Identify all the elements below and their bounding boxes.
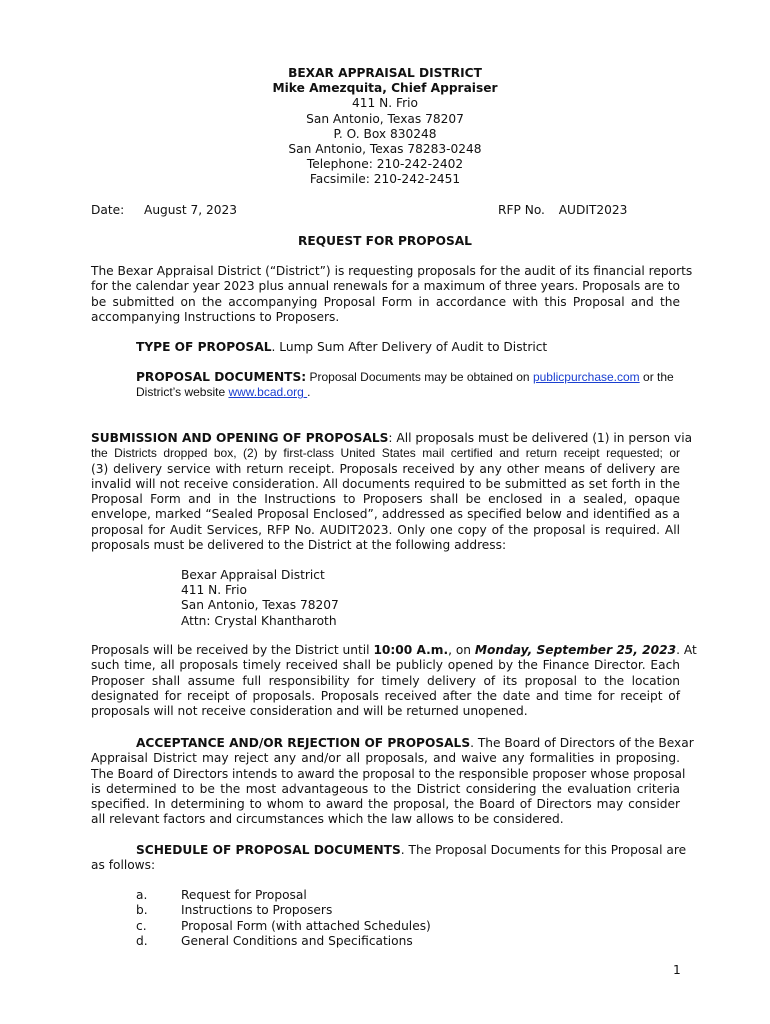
date-line	[91, 203, 237, 218]
list-item-text: General Conditions and Specifications	[181, 933, 413, 948]
acceptance-heading: ACCEPTANCE AND/OR REJECTION OF PROPOSALS	[136, 736, 471, 750]
submission-line: proposals must be delivered to the District at the following address:	[91, 538, 507, 553]
list-item-letter: a.	[136, 888, 148, 902]
intro-line: The Bexar Appraisal District (“District”) is requesting proposals for the audit of its financial reports	[91, 264, 693, 278]
type-text: . Lump Sum After Delivery of Audit to District	[271, 340, 548, 354]
acceptance-text: . The Board of Directors of the Bexar	[470, 736, 694, 750]
acceptance-line: all relevant factors and circumstances which the law allows to be considered.	[91, 812, 564, 827]
type-heading: TYPE OF PROPOSAL	[136, 340, 272, 354]
receipt-date: Monday, September 25, 2023	[474, 643, 677, 657]
documents-text: .	[307, 385, 311, 400]
proposal-documents	[136, 370, 681, 400]
list-item-letter: d.	[136, 933, 148, 948]
receipt-line	[91, 643, 697, 658]
schedule-heading: SCHEDULE OF PROPOSAL DOCUMENTS	[136, 843, 401, 857]
bcad-website-link[interactable]: www.bcad.org	[228, 385, 308, 400]
documents-text: Proposal Documents may be obtained on	[306, 370, 533, 384]
submission-line: the Districts dropped box, (2) by first-class United States mail certified and return receipt requested; or	[91, 446, 680, 461]
letterhead	[0, 66, 770, 188]
acceptance-line: specified. In determining to whom to award the proposal, the Board of Directors may consider	[91, 797, 680, 812]
address-line: San Antonio, Texas 78207	[181, 598, 339, 613]
documents-text: or the	[639, 370, 674, 384]
schedule-paragraph	[91, 843, 687, 874]
intro-paragraph	[91, 264, 693, 325]
submission-line: proposal for Audit Services, RFP No. AUDIT2023. Only one copy of the proposal is required. All	[91, 522, 680, 537]
city-line-1: San Antonio, Texas 78207	[306, 111, 464, 126]
page-number: 1	[673, 963, 681, 977]
delivery-address	[181, 568, 339, 629]
submission-line: (3) delivery service with return receipt. Proposals received by any other means of delivery are	[91, 461, 680, 476]
city-line-2: San Antonio, Texas 78283-0248	[288, 142, 482, 157]
receipt-line: designated for receipt of proposals. Proposals received after the date and time for receipt of	[91, 688, 680, 703]
list-item-text: Instructions to Proposers	[181, 903, 333, 918]
publicpurchase-link[interactable]: publicpurchase.com	[532, 370, 640, 384]
documents-text: District’s website	[136, 385, 229, 400]
acceptance-line	[91, 736, 694, 751]
type-of-proposal	[136, 340, 547, 355]
address-line: 411 N. Frio	[181, 583, 247, 598]
receipt-line: proposals will not receive consideration and will be returned unopened.	[91, 704, 528, 719]
submission-line: invalid will not receive consideration. All documents required to be submitted as set forth in the	[91, 476, 680, 491]
list-item	[136, 919, 431, 934]
intro-line: be submitted on the accompanying Proposal Form in accordance with this Proposal and the	[91, 294, 680, 309]
submission-paragraph	[91, 431, 693, 553]
rfp-label: RFP No.	[498, 203, 545, 217]
telephone: Telephone: 210-242-2402	[306, 157, 464, 172]
address-line: Attn: Crystal Khantharoth	[181, 613, 337, 628]
receipt-paragraph	[91, 643, 697, 719]
submission-line: Proposal Form and in the Instructions to Proposers shall be enclosed in a sealed, opaque	[91, 492, 680, 507]
list-item-letter: b.	[136, 903, 148, 918]
list-item	[136, 903, 431, 918]
page-title: REQUEST FOR PROPOSAL	[298, 234, 472, 248]
acceptance-paragraph	[91, 736, 694, 828]
receipt-text: . At	[676, 643, 697, 657]
documents-heading: PROPOSAL DOCUMENTS:	[136, 370, 307, 384]
date-label: Date:	[91, 203, 125, 217]
schedule-line: as follows:	[91, 858, 156, 873]
list-item	[136, 888, 431, 903]
receipt-text: Proposals will be received by the District until	[91, 643, 374, 657]
street-address: 411 N. Frio	[352, 96, 418, 111]
schedule-list	[136, 888, 431, 949]
address-line: Bexar Appraisal District	[181, 568, 325, 582]
po-box: P. O. Box 830248	[333, 126, 437, 141]
submission-line: envelope, marked “Sealed Proposal Enclosed”, addressed as specified below and identified as a	[91, 507, 680, 522]
receipt-time: 10:00 A.m.	[373, 643, 449, 657]
list-item-letter: c.	[136, 918, 147, 933]
facsimile: Facsimile: 210-242-2451	[309, 172, 461, 187]
rfp-line	[498, 203, 627, 218]
acceptance-line: Appraisal District may reject any and/or all proposals, and waive any formalities in proposing.	[91, 751, 680, 766]
intro-line: for the calendar year 2023 plus annual renewals for a maximum of three years. Proposals are to	[91, 279, 680, 294]
submission-line	[91, 431, 693, 446]
receipt-line: such time, all proposals timely received shall be publicly opened by the Finance Director. Each	[91, 658, 680, 673]
list-item	[136, 934, 431, 949]
chief-appraiser: Mike Amezquita, Chief Appraiser	[272, 81, 498, 96]
receipt-text: , on	[448, 643, 475, 657]
submission-text: : All proposals must be delivered (1) in person via	[388, 431, 693, 445]
list-item-text: Request for Proposal	[181, 888, 307, 902]
acceptance-line: The Board of Directors intends to award the proposal to the responsible proposer whose proposal	[91, 766, 686, 781]
rfp-value: AUDIT2023	[558, 203, 628, 217]
intro-line: accompanying Instructions to Proposers.	[91, 309, 340, 324]
org-name: BEXAR APPRAISAL DISTRICT	[288, 66, 482, 80]
submission-heading: SUBMISSION AND OPENING OF PROPOSALS	[91, 431, 389, 445]
receipt-line: Proposer shall assume full responsibility for timely delivery of its proposal to the location	[91, 673, 680, 688]
acceptance-line: is determined to be the most advantageous to the District considering the evaluation criteria	[91, 781, 680, 796]
list-item-text: Proposal Form (with attached Schedules)	[181, 918, 431, 933]
schedule-line	[91, 843, 687, 858]
schedule-text: . The Proposal Documents for this Proposal are	[400, 843, 687, 857]
date-value: August 7, 2023	[144, 203, 238, 217]
